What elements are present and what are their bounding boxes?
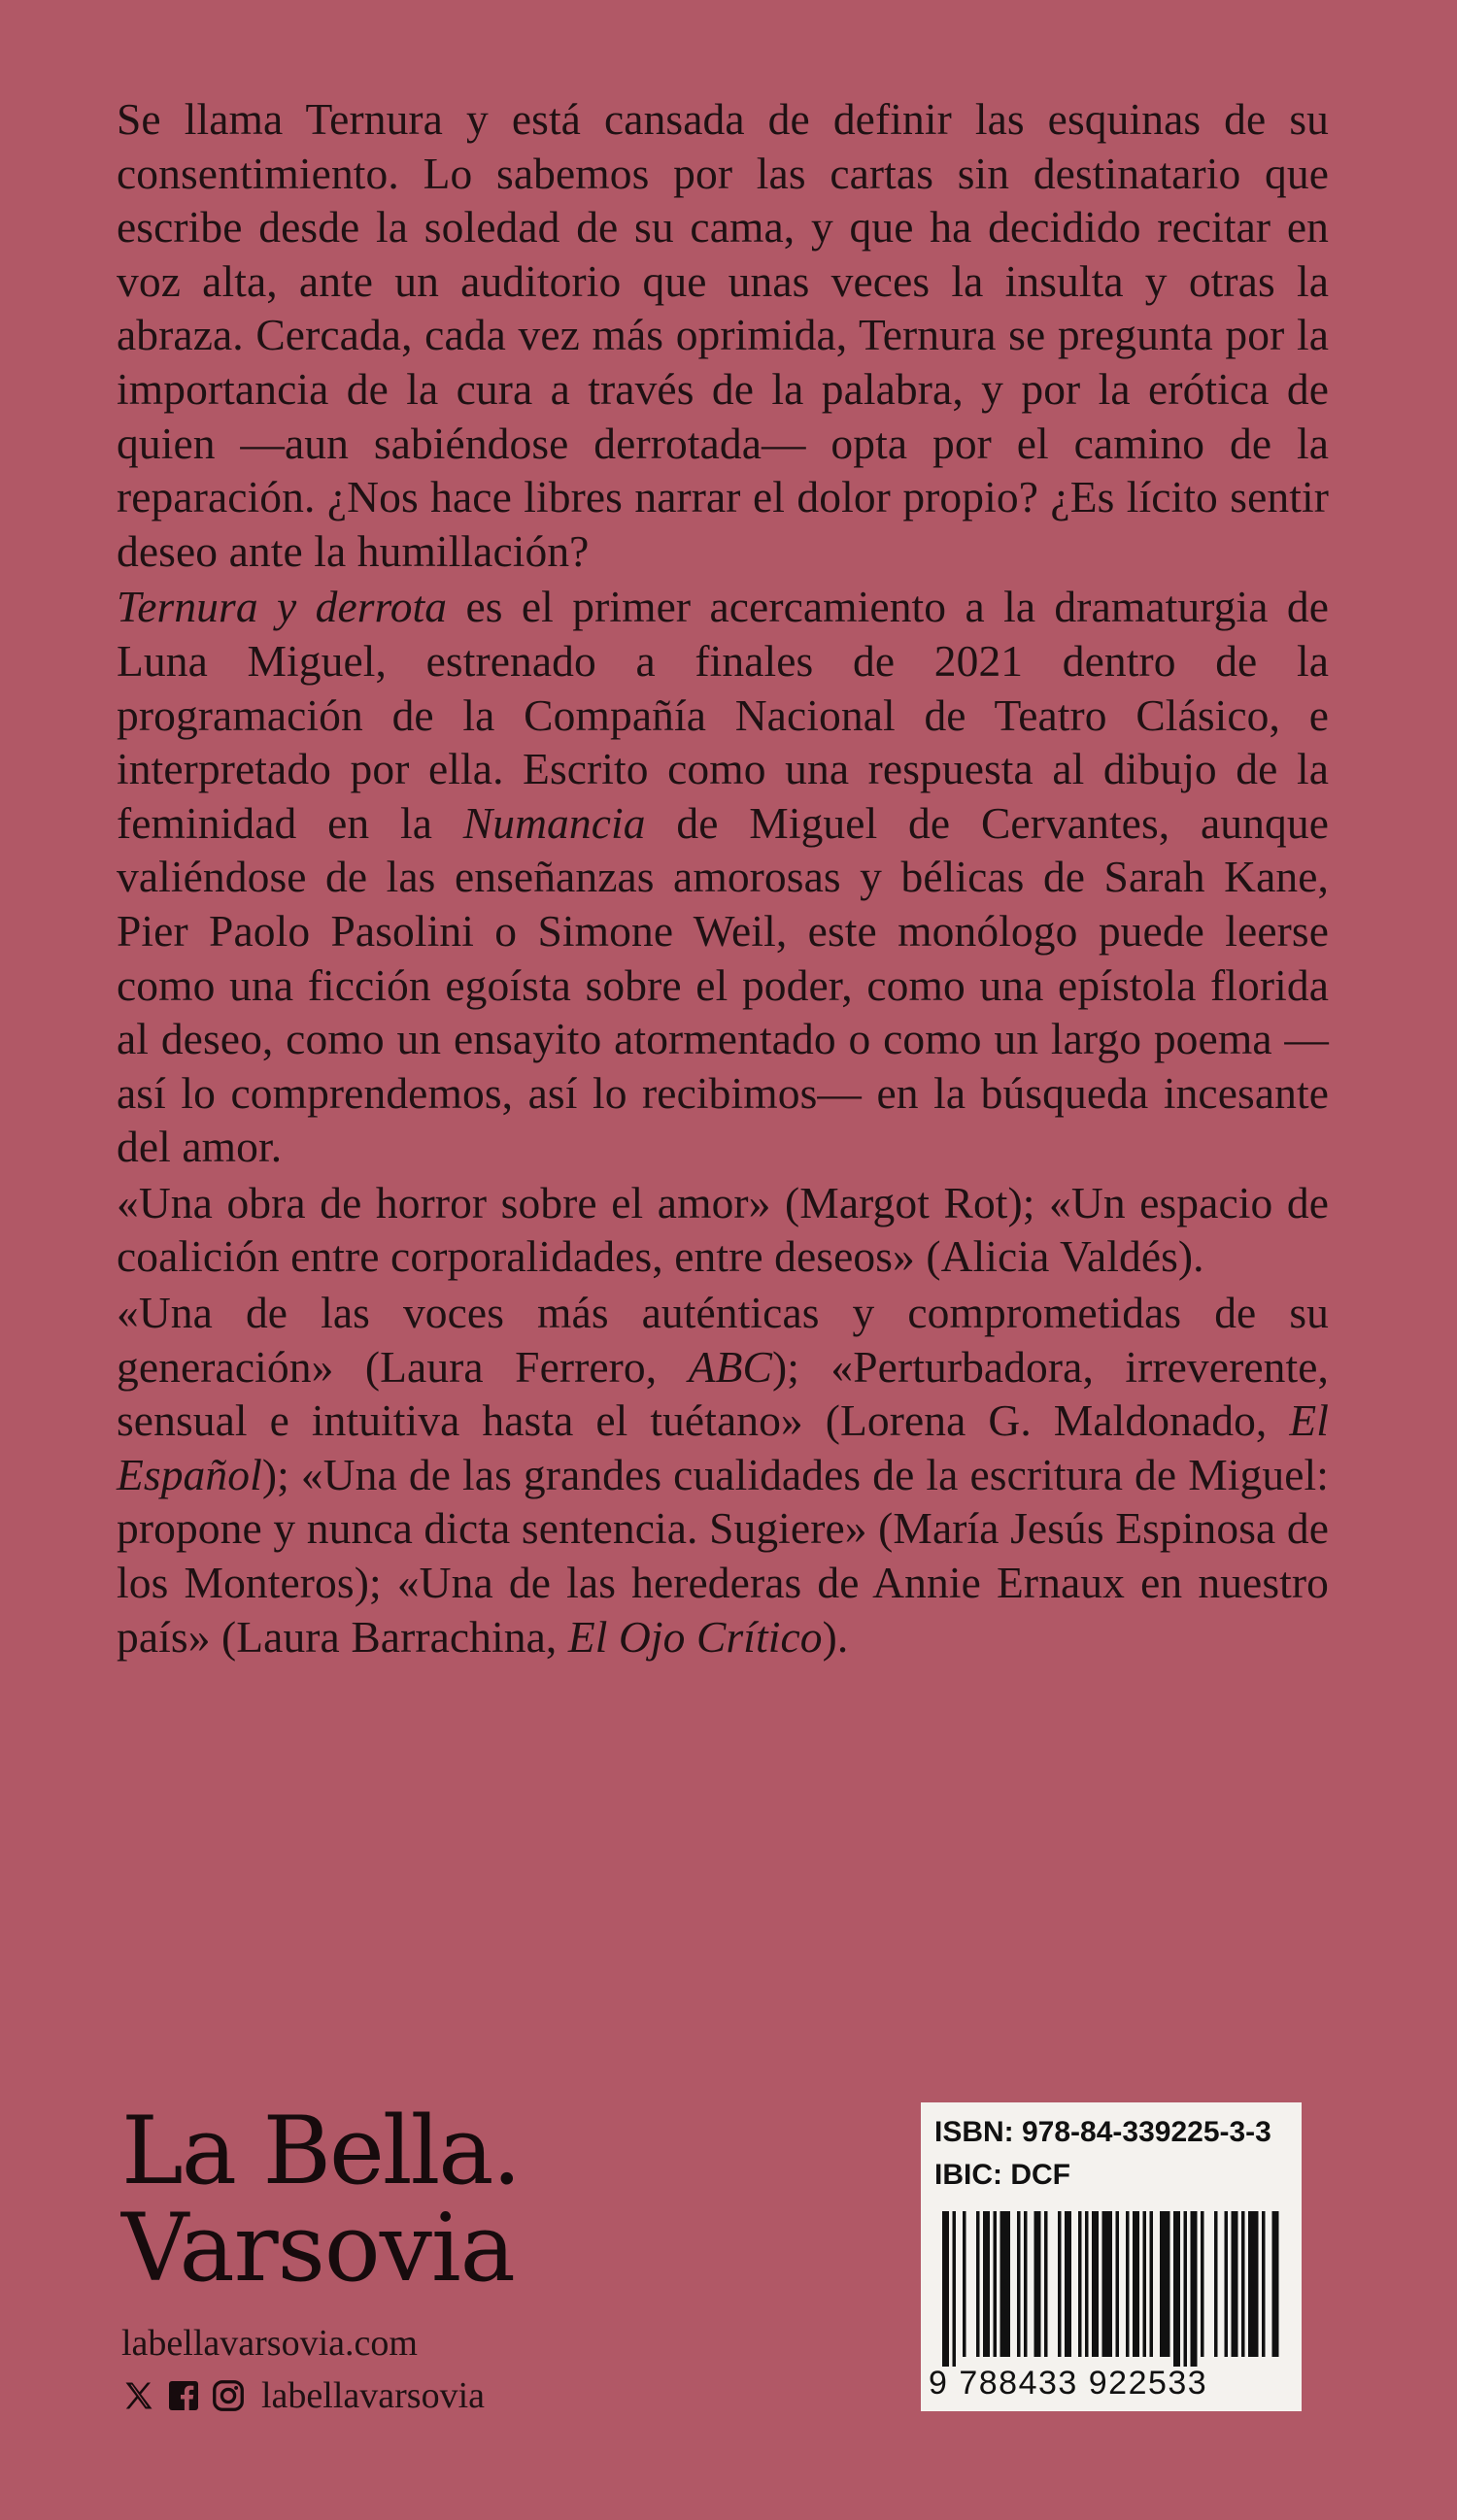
blurb-text: «Una de las voces más auténticas y comprometidas de su generación» (Laura Ferrero, bbox=[117, 1288, 1329, 1392]
publisher-logo bbox=[121, 2097, 521, 2302]
barcode-bar bbox=[942, 2211, 949, 2367]
barcode-bar bbox=[1173, 2211, 1180, 2367]
barcode-bar bbox=[1034, 2211, 1041, 2357]
barcode-bar bbox=[1191, 2211, 1198, 2367]
social-handle: labellavarsovia bbox=[261, 2375, 486, 2416]
isbn-number: ISBN: 978-84-339225-3-3 bbox=[934, 2116, 1271, 2148]
barcode-bar bbox=[1078, 2211, 1082, 2357]
source-title: ABC bbox=[688, 1341, 772, 1392]
blurb-text: Se llama Ternura y está cansada de definir las esquinas de su consentimiento. Lo sabemos por las cartas sin destinatario que escribe desde la soledad de su cama, y que ha decidido recitar en voz alta, ante un auditorio que unas veces la insulta y otras la abraza. Cercada, cada vez más oprimida, Ternura se pregunta por la importancia de la cura a través de la palabra, y por la erótica de quien —aun sabiéndose derrotada— opta por el camino de la reparación. ¿Nos hace libres narrar el dolor propio? ¿Es lícito sentir deseo ante la humillación? bbox=[117, 94, 1329, 576]
barcode-bar bbox=[1058, 2211, 1062, 2357]
blurb-paragraph-4 bbox=[117, 1286, 1329, 1663]
isbn-label bbox=[921, 2102, 1302, 2411]
barcode-bar bbox=[1133, 2211, 1139, 2357]
barcode-bar bbox=[1000, 2211, 1011, 2357]
barcode-bar bbox=[976, 2211, 980, 2357]
logo-line-1: La Bella. bbox=[121, 2097, 521, 2205]
barcode-bar bbox=[1225, 2211, 1229, 2357]
barcode-bar bbox=[1126, 2211, 1130, 2357]
blurb-text: es el primer acercamiento a la dramaturgia de Luna Miguel, estrenado a finales de 2021 dentro de la programación de la Compañía Nacional de Teatro Clásico, e interpretado por ella. Escrito como una respuesta al dibujo de la feminidad en la bbox=[117, 582, 1329, 848]
social-links bbox=[121, 2374, 485, 2417]
blurb-text: ); «Una de las grandes cualidades de la escritura de Miguel: propone y nunca dicta sentencia. Sugiere» (María Jesús Espinosa de los Monteros); «Una de las herederas de Annie Ernaux en nuestro país» (Laura Barrachina, bbox=[117, 1449, 1329, 1662]
barcode-bar bbox=[1214, 2211, 1218, 2357]
barcode-bar bbox=[1102, 2211, 1113, 2357]
barcode-bar bbox=[1232, 2211, 1238, 2357]
blurb-text: de Miguel de Cervantes, aunque valiéndose de las enseñanzas amorosas y bélicas de Sarah Kane, Pier Paolo Pasolini o Simone Weil, este monólogo puede leerse como una ficción egoísta sobre el poder, como una epístola florida al deseo, como un ensayito atormentado o como un largo poema —así lo comprendemos, así lo recibimos— en la búsqueda incesante del amor. bbox=[117, 797, 1329, 1172]
x-icon[interactable] bbox=[121, 2378, 156, 2413]
barcode-bar bbox=[1092, 2211, 1099, 2357]
instagram-icon[interactable] bbox=[211, 2378, 246, 2413]
back-cover-blurb bbox=[117, 92, 1329, 1665]
barcode-bar bbox=[1262, 2211, 1266, 2357]
barcode-bar bbox=[1024, 2211, 1028, 2357]
barcode-bar bbox=[1248, 2211, 1259, 2357]
blurb-paragraph-3 bbox=[117, 1176, 1329, 1284]
logo-line-2: Varsovia bbox=[121, 2194, 515, 2302]
blurb-text: ). bbox=[822, 1611, 849, 1662]
barcode-bar bbox=[983, 2211, 990, 2357]
barcode-bar bbox=[1044, 2211, 1048, 2357]
blurb-text: ); «Perturbadora, irreverente, sensual e intuitiva hasta el tuétano» (Lorena G. Maldonado, bbox=[117, 1341, 1329, 1446]
barcode-bar bbox=[1160, 2211, 1170, 2357]
barcode-bar bbox=[1272, 2211, 1279, 2357]
barcode-bar bbox=[1065, 2211, 1071, 2357]
barcode-bar bbox=[953, 2211, 957, 2367]
barcode-bar bbox=[1241, 2211, 1245, 2357]
publisher-website[interactable]: labellavarsovia.com bbox=[121, 2323, 418, 2364]
barcode bbox=[934, 2211, 1288, 2367]
book-title: Ternura y derrota bbox=[117, 582, 448, 632]
barcode-bar bbox=[1085, 2211, 1089, 2357]
barcode-bar bbox=[994, 2211, 998, 2357]
blurb-paragraph-2 bbox=[117, 580, 1329, 1174]
barcode-bar bbox=[1201, 2211, 1204, 2357]
barcode-bar bbox=[1184, 2211, 1188, 2367]
source-title: El Español bbox=[117, 1395, 1329, 1499]
work-title: Numancia bbox=[462, 797, 646, 848]
facebook-icon[interactable] bbox=[166, 2378, 201, 2413]
barcode-bar bbox=[963, 2211, 966, 2357]
barcode-digits: 9 788433 922533 bbox=[929, 2365, 1208, 2402]
source-title: El Ojo Crítico bbox=[567, 1611, 823, 1662]
blurb-text: «Una obra de horror sobre el amor» (Margot Rot); «Un espacio de coalición entre corporalidades, entre deseos» (Alicia Valdés). bbox=[117, 1177, 1329, 1282]
blurb-paragraph-1 bbox=[117, 92, 1329, 578]
barcode-bar bbox=[1116, 2211, 1120, 2357]
barcode-bar bbox=[1017, 2211, 1021, 2357]
barcode-bar bbox=[1143, 2211, 1147, 2357]
ibic-code: IBIC: DCF bbox=[934, 2159, 1070, 2191]
barcode-bar bbox=[1150, 2211, 1154, 2357]
